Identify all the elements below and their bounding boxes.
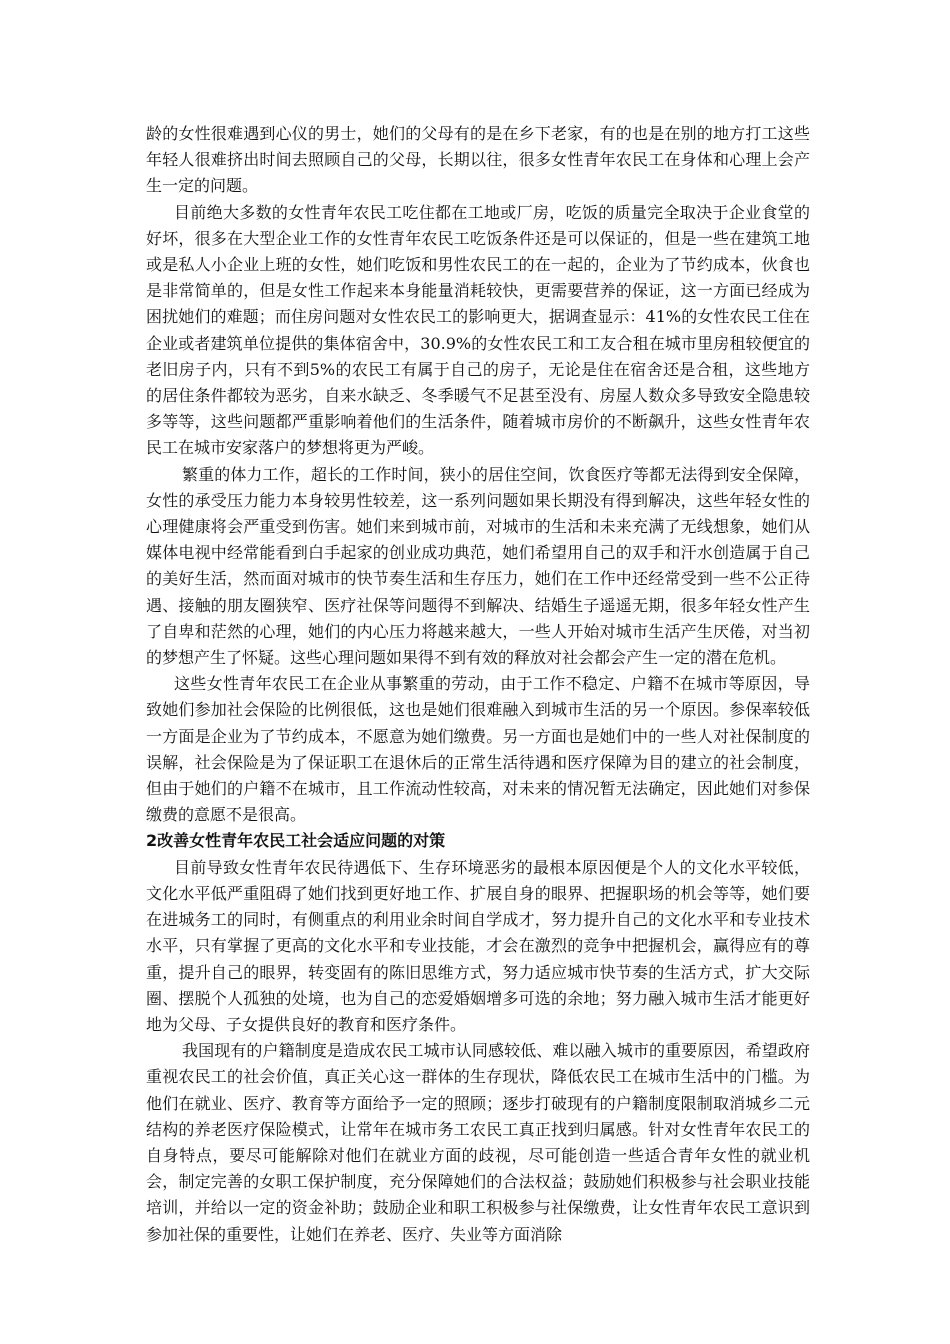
document-page xyxy=(146,121,810,1248)
paragraph-psychological-pressure: 繁重的体力工作，超长的工作时间，狭小的居住空间，饮食医疗等都无法得到安全保障，女性的承受压力能力本身较男性较差，这一系列问题如果长期没有得到解决，这些年轻女性的心理健康将会严重受到伤害。她们来到城市前，对城市的生活和未来充满了无线想象，她们从媒体电视中经常能看到白手起家的创业成功典范，她们希望用自己的双手和汗水创造属于自己的美好生活，然而面对城市的快节奏生活和生存压力，她们在工作中还经常受到一些不公正待遇、接触的朋友圈狭窄、医疗社保等问题得不到解决、结婚生子遥遥无期，很多年轻女性产生了自卑和茫然的心理，她们的内心压力将越来越大，一些人开始对城市生活产生厌倦，对当初的梦想产生了怀疑。这些心理问题如果得不到有效的释放对社会都会产生一定的潜在危机。 xyxy=(146,464,810,668)
paragraph-continuation: 龄的女性很难遇到心仪的男士，她们的父母有的是在乡下老家，有的也是在别的地方打工这些年轻人很难挤出时间去照顾自己的父母，长期以往，很多女性青年农民工在身体和心理上会产生一定的问题。 xyxy=(146,124,810,196)
paragraph-food-housing: 目前绝大多数的女性青年农民工吃住都在工地或厂房，吃饭的质量完全取决于企业食堂的好坏，很多在大型企业工作的女性青年农民工吃饭条件还是可以保证的，但是一些在建筑工地或是私人小企业上班的女性，她们吃饭和男性农民工的在一起的，企业为了节约成本，伙食也是非常简单的，但是女性工作起来本身能量消耗较快，更需要营养的保证，这一方面已经成为困扰她们的难题；而住房问题对女性农民工的影响更大，据调查显示：41%的女性农民工住在企业或者建筑单位提供的集体宿舍中，30.9%的女性农民工和工友合租在城市里房租较便宜的老旧房子内，只有不到5%的农民工有属于自己的房子，无论是住在宿舍还是合租，这些地方的居住条件都较为恶劣，自来水缺乏、冬季暖气不足甚至没有、房屋人数众多导致安全隐患较多等等，这些问题都严重影响着他们的生活条件，随着城市房价的不断飙升，这些女性青年农民工在城市安家落户的梦想将更为严峻。 xyxy=(146,202,810,458)
section-heading: 2改善女性青年农民工社会适应问题的对策 xyxy=(146,831,446,851)
paragraph-social-insurance: 这些女性青年农民工在企业从事繁重的劳动，由于工作不稳定、户籍不在城市等原因，导致她们参加社会保险的比例很低，这也是她们很难融入到城市生活的另一个原因。参保率较低一方面是企业为了节约成本，不愿意为她们缴费。另一方面也是她们中的一些人对社保制度的误解，社会保险是为了保证职工在退休后的正常生活待遇和医疗保障为目的建立的社会制度，但由于她们的户籍不在城市，且工作流动性较高，对未来的情况暂无法确定，因此她们对参保缴费的意愿不是很高。 xyxy=(146,674,810,825)
paragraph-household-registration: 我国现有的户籍制度是造成农民工城市认同感较低、难以融入城市的重要原因，希望政府重视农民工的社会价值，真正关心这一群体的生存现状，降低农民工在城市生活中的门槛。为他们在就业、医疗、教育等方面给予一定的照顾；逐步打破现有的户籍制度限制取消城乡二元结构的养老医疗保险模式，让常年在城市务工农民工真正找到归属感。针对女性青年农民工的自身特点，要尽可能解除对他们在就业方面的歧视，尽可能创造一些适合青年女性的就业机会，制定完善的女职工保护制度，充分保障她们的合法权益；鼓励她们积极参与社会职业技能培训，并给以一定的资金补助；鼓励企业和职工积极参与社保缴费，让女性青年农民工意识到参加社保的重要性，让她们在养老、医疗、失业等方面消除 xyxy=(146,1041,810,1244)
paragraph-education-level: 目前导致女性青年农民待遇低下、生存环境恶劣的最根本原因便是个人的文化水平较低，文化水平低严重阻碍了她们找到更好地工作、扩展自身的眼界、把握职场的机会等等，她们要在进城务工的同时，有侧重点的利用业余时间自学成才，努力提升自己的文化水平和专业技术水平，只有掌握了更高的文化水平和专业技能，才会在激烈的竞争中把握机会，赢得应有的尊重，提升自己的眼界，转变固有的陈旧思维方式，努力适应城市快节奏的生活方式，扩大交际圈、摆脱个人孤独的处境，也为自己的恋爱婚姻增多可选的余地；努力融入城市生活才能更好地为父母、子女提供良好的教育和医疗条件。 xyxy=(146,857,810,1034)
